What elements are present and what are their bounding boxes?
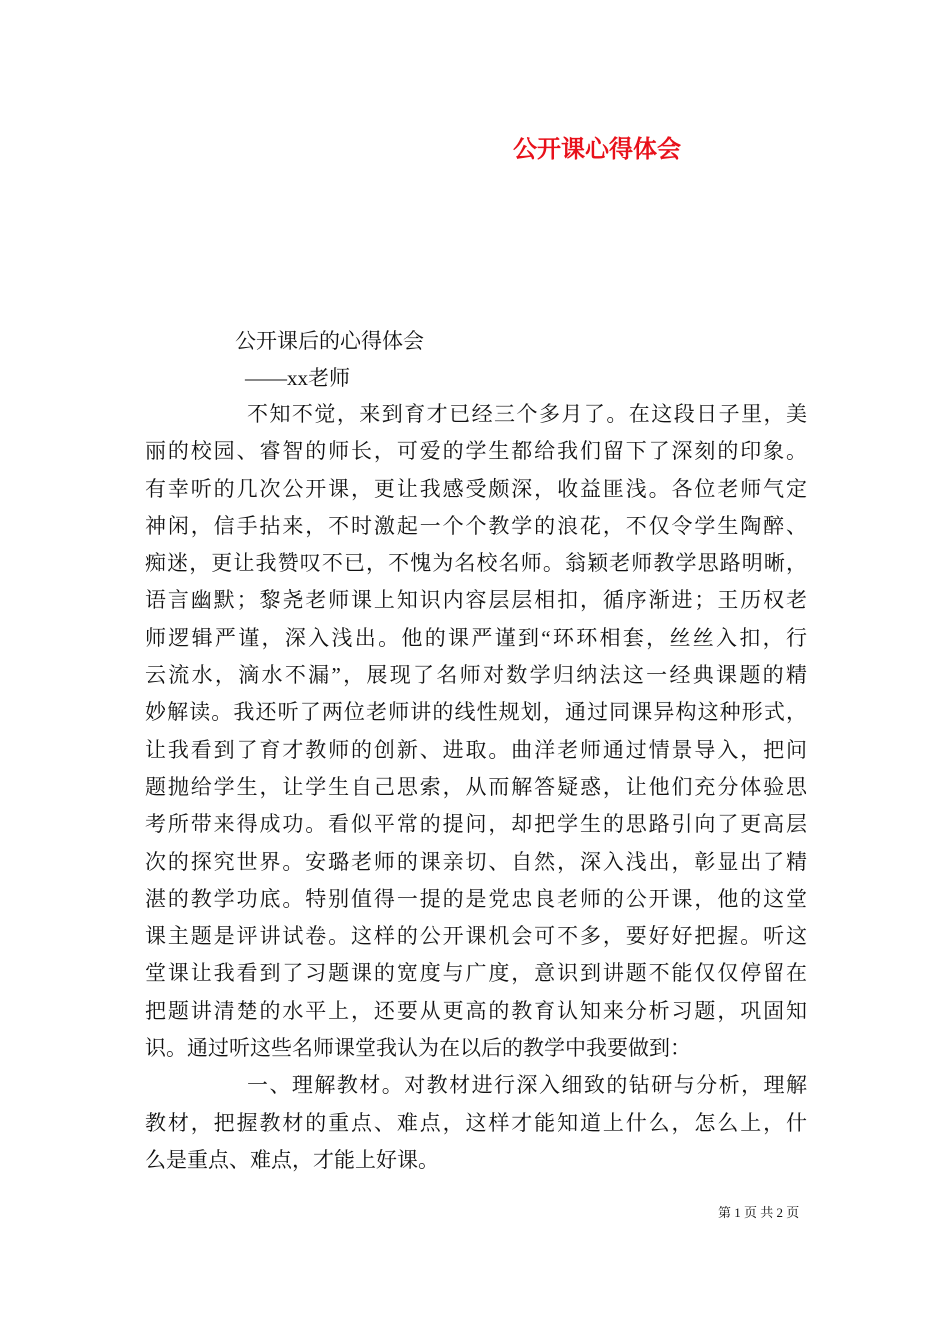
paragraph-line: 次的探究世界。安璐老师的课亲切、自然，深入浅出，彰显出了精 xyxy=(145,849,807,874)
paragraph-line: 云流水，滴水不漏”，展现了名师对数学归纳法这一经典课题的精 xyxy=(145,663,807,688)
paragraph-line: 有幸听的几次公开课，更让我感受颇深，收益匪浅。各位老师气定 xyxy=(145,476,807,501)
paragraph-line: 痴迷，更让我赞叹不已，不愧为名校名师。翁颖老师教学思路明晰， xyxy=(145,551,807,576)
paragraph-line: 师逻辑严谨，深入浅出。他的课严谨到“环环相套，丝丝入扣，行 xyxy=(145,625,807,650)
paragraph-line: 湛的教学功底。特别值得一提的是党忠良老师的公开课，他的这堂 xyxy=(145,886,807,911)
paragraph-line: 课主题是评讲试卷。这样的公开课机会可不多，要好好把握。听这 xyxy=(145,924,807,949)
paragraph-line: 考所带来得成功。看似平常的提问，却把学生的思路引向了更高层 xyxy=(145,812,807,837)
paragraph-line: 丽的校园、睿智的师长，可爱的学生都给我们留下了深刻的印象。 xyxy=(145,439,807,464)
paragraph-line: 让我看到了育才教师的创新、进取。曲洋老师通过情景导入，把问 xyxy=(145,737,807,762)
paragraph-line: 题抛给学生，让学生自己思索，从而解答疑惑，让他们充分体验思 xyxy=(145,774,807,799)
paragraph-line: 识。通过听这些名师课堂我认为在以后的教学中我要做到： xyxy=(145,1036,691,1061)
document-title: 公开课心得体会 xyxy=(513,137,681,163)
page-footer: 第 1 页 共 2 页 xyxy=(718,1205,800,1220)
paragraph-line: 妙解读。我还听了两位老师讲的线性规划，通过同课异构这种形式， xyxy=(145,700,807,725)
paragraph-line: 把题讲清楚的水平上，还要从更高的教育认知来分析习题，巩固知 xyxy=(145,998,807,1023)
document-body xyxy=(145,396,807,1179)
paragraph-line: 么是重点、难点，才能上好课。 xyxy=(145,1147,439,1172)
paragraph-line: 一、理解教材。对教材进行深入细致的钻研与分析，理解 xyxy=(247,1073,807,1098)
document-subtitle: 公开课后的心得体会 xyxy=(235,329,424,353)
paragraph-line: 堂课让我看到了习题课的宽度与广度，意识到讲题不能仅仅停留在 xyxy=(145,961,807,986)
paragraph-line: 不知不觉，来到育才已经三个多月了。在这段日子里，美 xyxy=(247,402,807,426)
paragraph-line: 神闲，信手拈来，不时激起一个个教学的浪花，不仅令学生陶醉、 xyxy=(145,513,807,538)
paragraph-line: 语言幽默；黎尧老师课上知识内容层层相扣，循序渐进；王历权老 xyxy=(145,588,807,613)
paragraph-line: 教材，把握教材的重点、难点，这样才能知道上什么，怎么上，什 xyxy=(145,1110,807,1135)
author-line: ——xx老师 xyxy=(245,366,350,390)
